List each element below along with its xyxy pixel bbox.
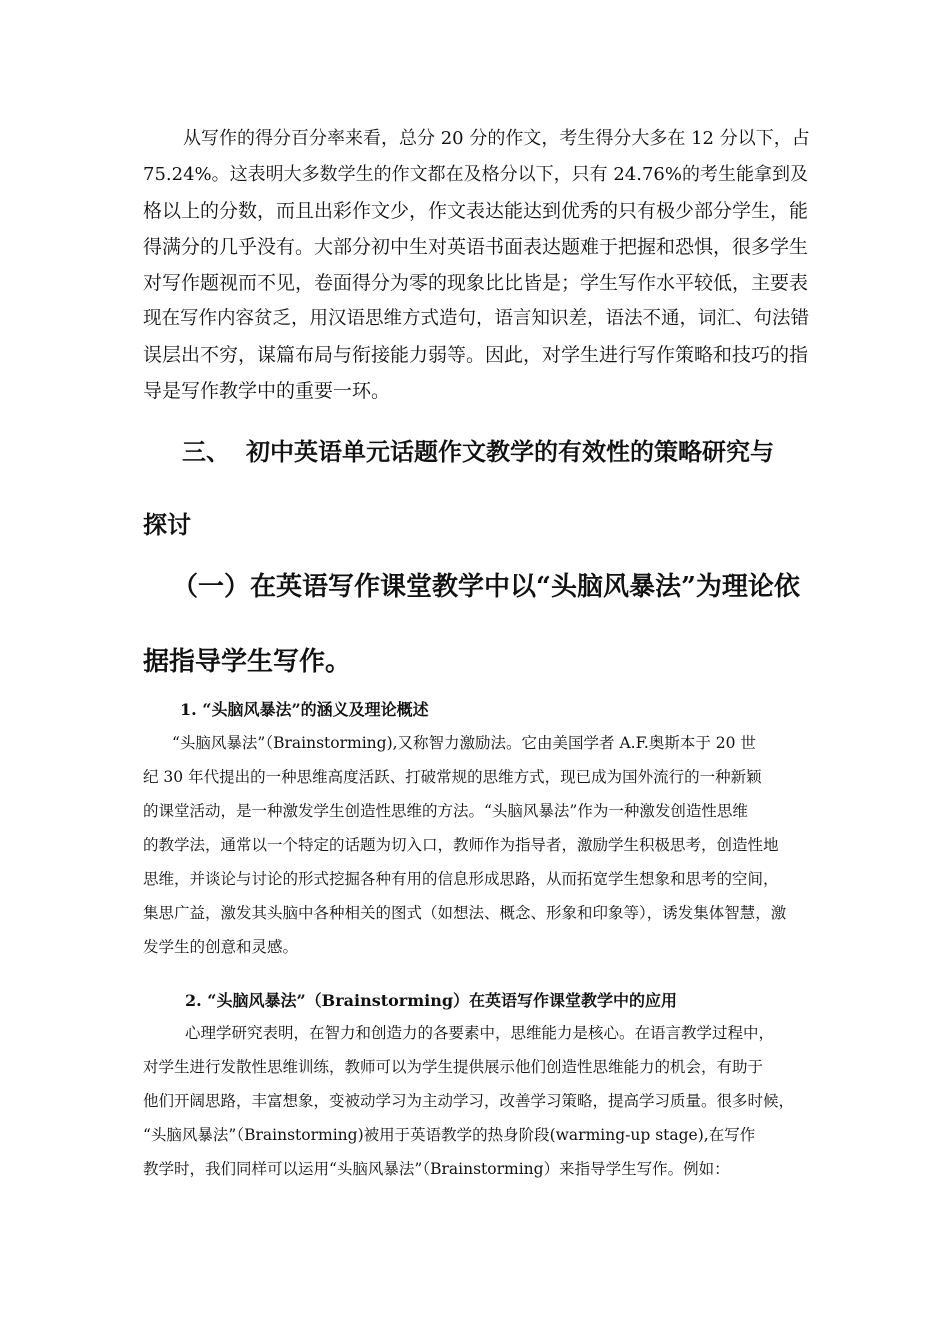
section-heading-cont: 探讨 [143, 510, 191, 539]
intro-line: 75.24%。这表明大多数学生的作文都在及格分以下，只有 24.76%的考生能拿到及 [143, 164, 808, 185]
item2-line: 他们开阔思路，丰富想象，变被动学习为主动学习，改善学习策略，提高学习质量。很多时候， [143, 1092, 795, 1110]
item2-line: 教学时，我们同样可以运用“头脑风暴法”（Brainstorming）来指导学生写作。例如： [143, 1160, 730, 1178]
section-number: 三、 [182, 437, 230, 466]
item1-line: 的课堂活动，是一种激发学生创造性思维的方法。“头脑风暴法”作为一种激发创造性思维 [143, 802, 748, 820]
item-heading: 1. “头脑风暴法”的涵义及理论概述 [180, 700, 429, 719]
intro-line: 误层出不穷，谋篇布局与衔接能力弱等。因此，对学生进行写作策略和技巧的指 [143, 344, 809, 366]
item1-line: 的教学法，通常以一个特定的话题为切入口，教师作为指导者，激励学生积极思考，创造性地 [143, 836, 779, 854]
intro-line: 从写作的得分百分率来看，总分 20 分的作文，考生得分大多在 12 分以下，占 [183, 128, 810, 149]
intro-line: 对写作题视而不见，卷面得分为零的现象比比皆是；学生写作水平较低，主要表 [143, 272, 809, 294]
intro-line: 导是写作教学中的重要一环。 [143, 380, 391, 402]
intro-line: 现在写作内容贫乏，用汉语思维方式造句，语言知识差，语法不通，词汇、句法错 [143, 308, 810, 329]
intro-line: 格以上的分数，而且出彩作文少，作文表达能达到优秀的只有极少部分学生，能 [143, 200, 809, 222]
item2-line: “头脑风暴法”（Brainstorming)被用于英语教学的热身阶段(warming-up stage),在写作 [143, 1126, 756, 1144]
subsection-heading-cont: 据指导学生写作。 [143, 647, 352, 677]
item1-line: 纪 30 年代提出的一种思维高度活跃、打破常规的思维方式，现已成为国外流行的一种新颖 [143, 768, 762, 786]
item2-line: 对学生进行发散性思维训练，教师可以为学生提供展示他们创造性思维能力的机会，有助于 [143, 1058, 764, 1076]
item1-line: 集思广益，激发其头脑中各种相关的图式（如想法、概念、形象和印象等），诱发集体智慧，激 [143, 904, 787, 922]
item1-line: 思维，并谈论与讨论的形式挖掘各种有用的信息形成思路，从而拓宽学生想象和思考的空间， [143, 870, 779, 888]
section-heading: 初中英语单元话题作文教学的有效性的策略研究与 [246, 437, 774, 466]
item2-line: 心理学研究表明，在智力和创造力的各要素中，思维能力是核心。在语言教学过程中， [185, 1024, 775, 1042]
subsection-heading: （一）在英语写作课堂教学中以“头脑风暴法”为理论依 [172, 572, 800, 602]
item1-line: “头脑风暴法”（Brainstorming),又称智力激励法。它由美国学者 A.F.奥斯本于 20 世 [172, 734, 756, 752]
item1-line: 发学生的创意和灵感。 [143, 938, 299, 956]
item-heading: 2. “头脑风暴法”（Brainstorming）在英语写作课堂教学中的应用 [185, 991, 678, 1010]
intro-line: 得满分的几乎没有。大部分初中生对英语书面表达题难于把握和恐惧，很多学生 [143, 236, 809, 258]
